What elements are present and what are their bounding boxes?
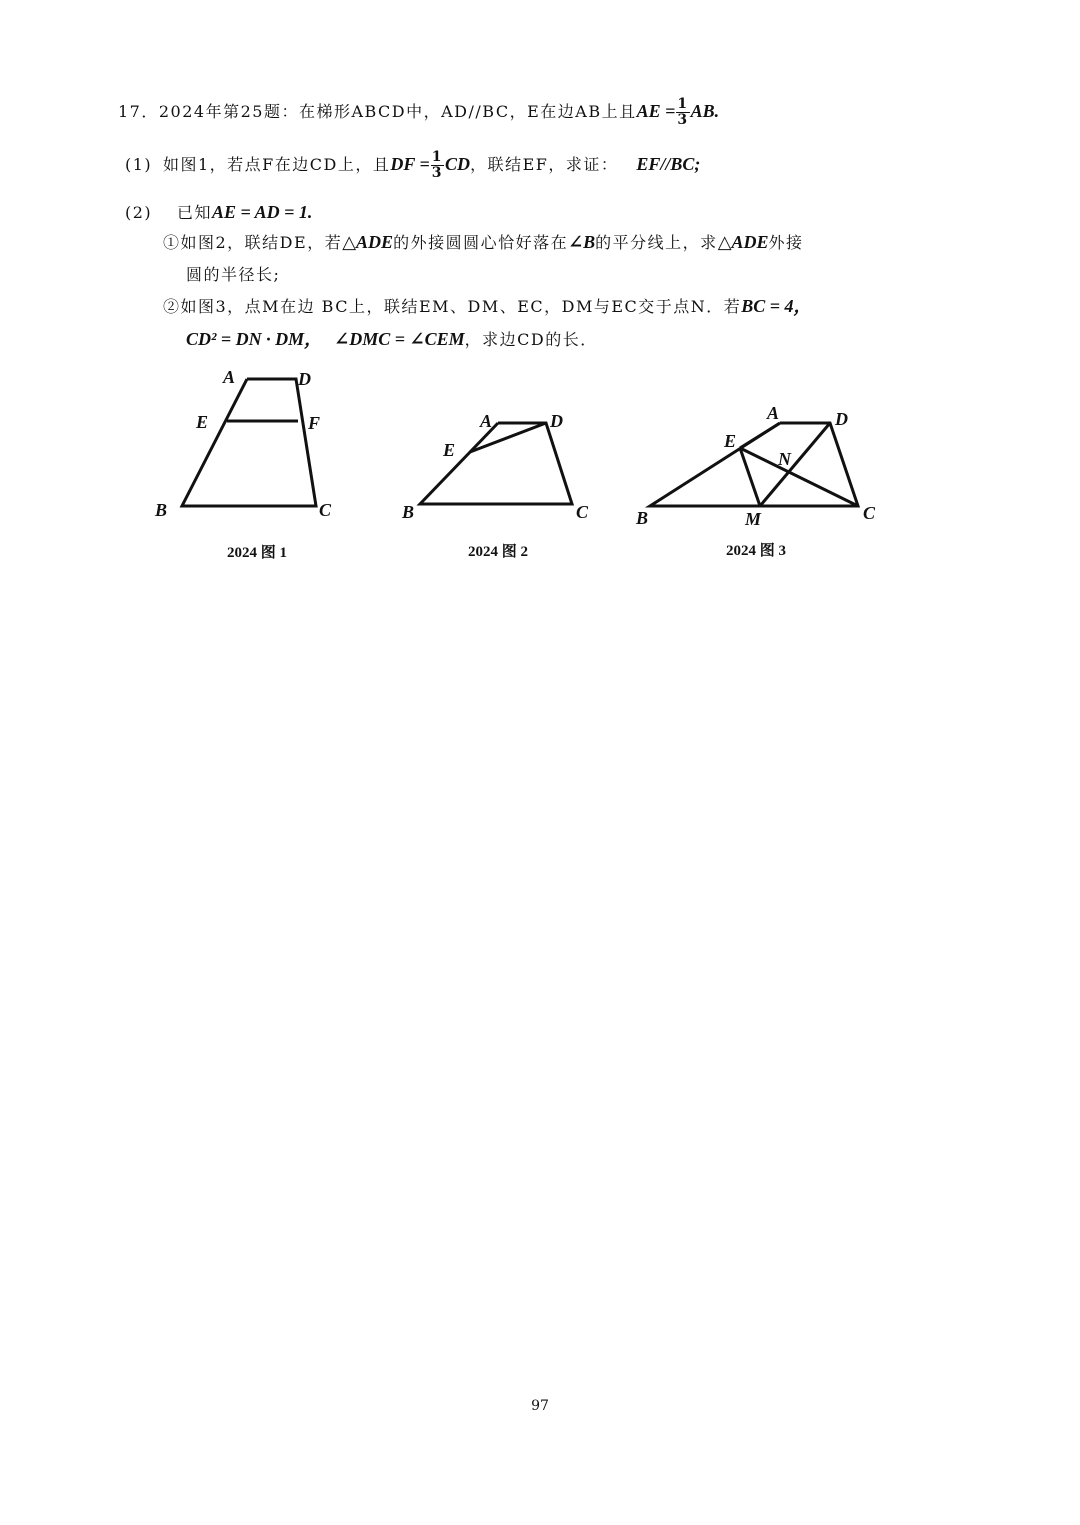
figure-1-caption: 2024 图 1	[227, 545, 288, 561]
sub1-line2	[186, 262, 280, 285]
trapezoid-abcd	[420, 423, 572, 504]
part1-text-a: 如图1，若点F在边CD上，且	[163, 155, 391, 174]
figure-1	[150, 365, 350, 534]
math-df-lhs: DF =	[390, 154, 430, 174]
sub1-line1	[163, 230, 804, 253]
sub1-text-c: 的平分线上，求	[595, 233, 718, 252]
math-ae-ad-1: AE = AD = 1	[212, 202, 308, 222]
part1-text-b: ，联结EF，求证：	[470, 155, 619, 174]
sub1-text-e: 圆的半径长;	[186, 265, 281, 284]
sub2-sep: ，	[304, 329, 323, 349]
part2-known: 已知	[177, 203, 213, 222]
math-cd-squared: CD² = DN · DM	[186, 329, 305, 349]
label-n: N	[778, 449, 791, 469]
label-a: A	[767, 403, 780, 423]
part1-label: (1)	[125, 155, 153, 174]
sub1-text-b: 的外接圆圆心恰好落在	[393, 233, 569, 252]
sub1-text-a: ①如图2，联结DE，若	[163, 233, 343, 252]
math-triangle-ade: △ADE	[342, 232, 394, 252]
label-e: E	[443, 440, 456, 460]
label-d: D	[550, 411, 563, 431]
figure-2-caption: 2024 图 2	[468, 544, 529, 560]
fraction-one-third-2: $\frac{1}{3}$	[431, 149, 444, 181]
label-b: B	[155, 500, 168, 520]
label-e: E	[724, 431, 737, 451]
label-a: A	[223, 367, 236, 387]
label-e: E	[196, 412, 209, 432]
part2-period: .	[307, 202, 313, 222]
label-d: D	[298, 369, 311, 389]
math-triangle-ade-2: △ADE	[717, 232, 769, 252]
sub2-text-a: ②如图3，点M在边 BC上，联结EM、DM、EC，DM与EC交于点N．若	[163, 297, 742, 316]
figure-2	[400, 405, 600, 534]
math-ae-lhs: AE =	[636, 101, 676, 121]
figure-3	[630, 400, 890, 534]
page-number: 97	[531, 1398, 549, 1414]
label-f: F	[308, 413, 321, 433]
math-bc-4: BC = 4，	[741, 296, 812, 316]
fraction-one-third: $\frac{1}{3}$	[677, 96, 689, 128]
sub2-line2	[186, 325, 598, 351]
math-cd: CD	[445, 154, 471, 174]
segment-ea	[740, 423, 780, 448]
label-b: B	[402, 502, 415, 522]
sub1-text-d: 外接	[768, 233, 804, 252]
math-angle-b: ∠B	[568, 232, 596, 252]
math-ef-parallel-bc: EF//BC;	[636, 154, 701, 174]
intro-period: .	[714, 101, 720, 121]
label-c: C	[576, 502, 589, 522]
label-c: C	[319, 500, 332, 520]
label-a: A	[480, 411, 493, 431]
part2-label: (2)	[125, 203, 153, 222]
figure-1-diagram	[150, 365, 350, 530]
label-m: M	[745, 509, 762, 529]
math-ab: AB	[690, 101, 715, 121]
math-angle-equality: ∠DMC = ∠CEM	[334, 329, 465, 349]
trapezoid-abcd	[650, 423, 858, 506]
figure-2-diagram	[400, 405, 600, 530]
part2-line	[125, 200, 312, 223]
label-d: D	[835, 409, 848, 429]
problem-intro-line	[118, 97, 719, 128]
part1-line	[125, 150, 700, 181]
label-c: C	[863, 503, 876, 523]
sub2-text-end: ，求边CD的长．	[464, 330, 598, 349]
sub2-line1	[163, 292, 812, 318]
trapezoid-abcd	[182, 379, 316, 506]
figure-3-diagram	[630, 400, 890, 530]
figure-3-caption: 2024 图 3	[726, 543, 787, 559]
label-b: B	[636, 508, 649, 528]
problem-intro-text: 17．2024年第25题：在梯形ABCD中，AD//BC，E在边AB上且	[118, 102, 637, 121]
